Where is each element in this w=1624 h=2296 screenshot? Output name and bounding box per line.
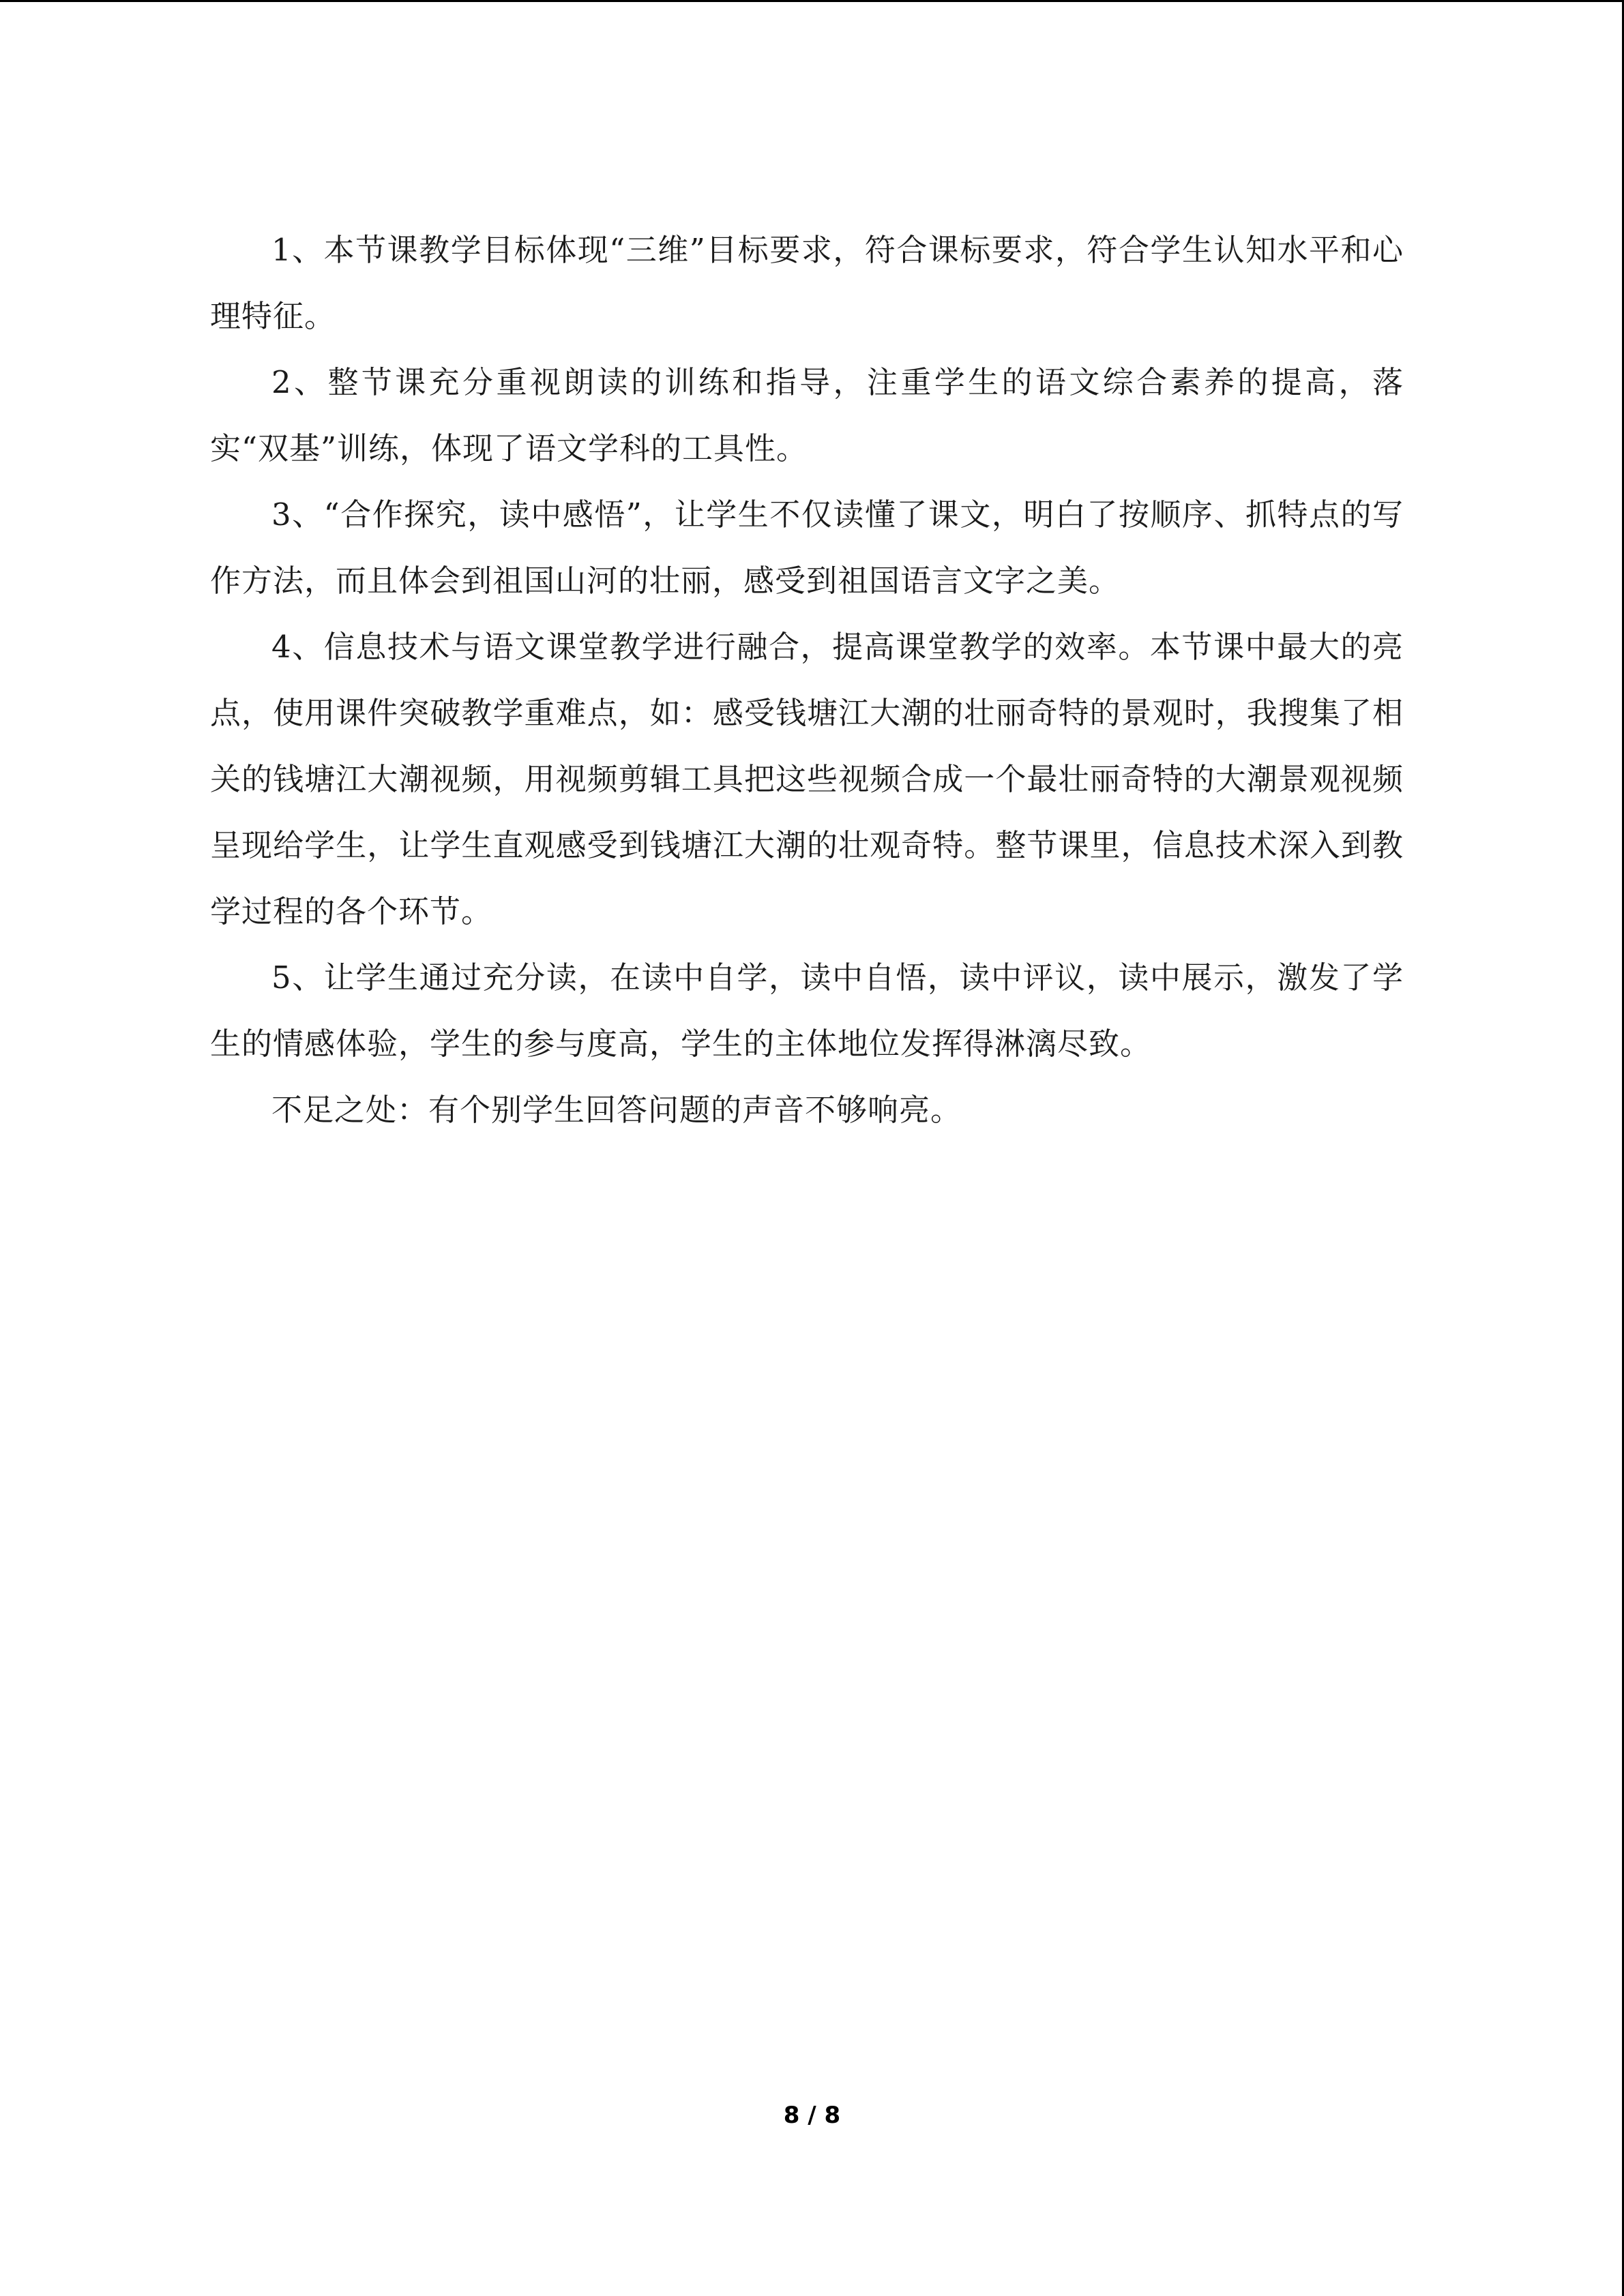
document-body (210, 217, 1404, 1143)
paragraph-5: 5、让学生通过充分读，在读中自学，读中自悟，读中评议，读中展示，激发了学生的情感体验，学生的参与度高，学生的主体地位发挥得淋漓尽致。 (210, 959, 1404, 1062)
paragraph-1: 1、本节课教学目标体现“三维”目标要求，符合课标要求，符合学生认知水平和心理特征。 (210, 232, 1404, 334)
paragraph-4: 4、信息技术与语文课堂教学进行融合，提高课堂教学的效率。本节课中最大的亮点，使用课件突破教学重难点，如：感受钱塘江大潮的壮丽奇特的景观时，我搜集了相关的钱塘江大潮视频，用视频剪辑工具把这些视频合成一个最壮丽奇特的大潮景观视频呈现给学生，让学生直观感受到钱塘江大潮的壮观奇特。整节课里，信息技术深入到教学过程的各个环节。 (210, 629, 1404, 929)
paragraph-2: 2、整节课充分重视朗读的训练和指导，注重学生的语文综合素养的提高，落实“双基”训练，体现了语文学科的工具性。 (210, 364, 1404, 466)
paragraph-3: 3、“合作探究，读中感悟”，让学生不仅读懂了课文，明白了按顺序、抓特点的写作方法，而且体会到祖国山河的壮丽，感受到祖国语言文字之美。 (210, 496, 1404, 599)
paragraph-shortcomings: 不足之处：有个别学生回答问题的声音不够响亮。 (271, 1092, 962, 1128)
page-number: 8 / 8 (783, 2102, 841, 2129)
page-top-border (0, 0, 1624, 2)
